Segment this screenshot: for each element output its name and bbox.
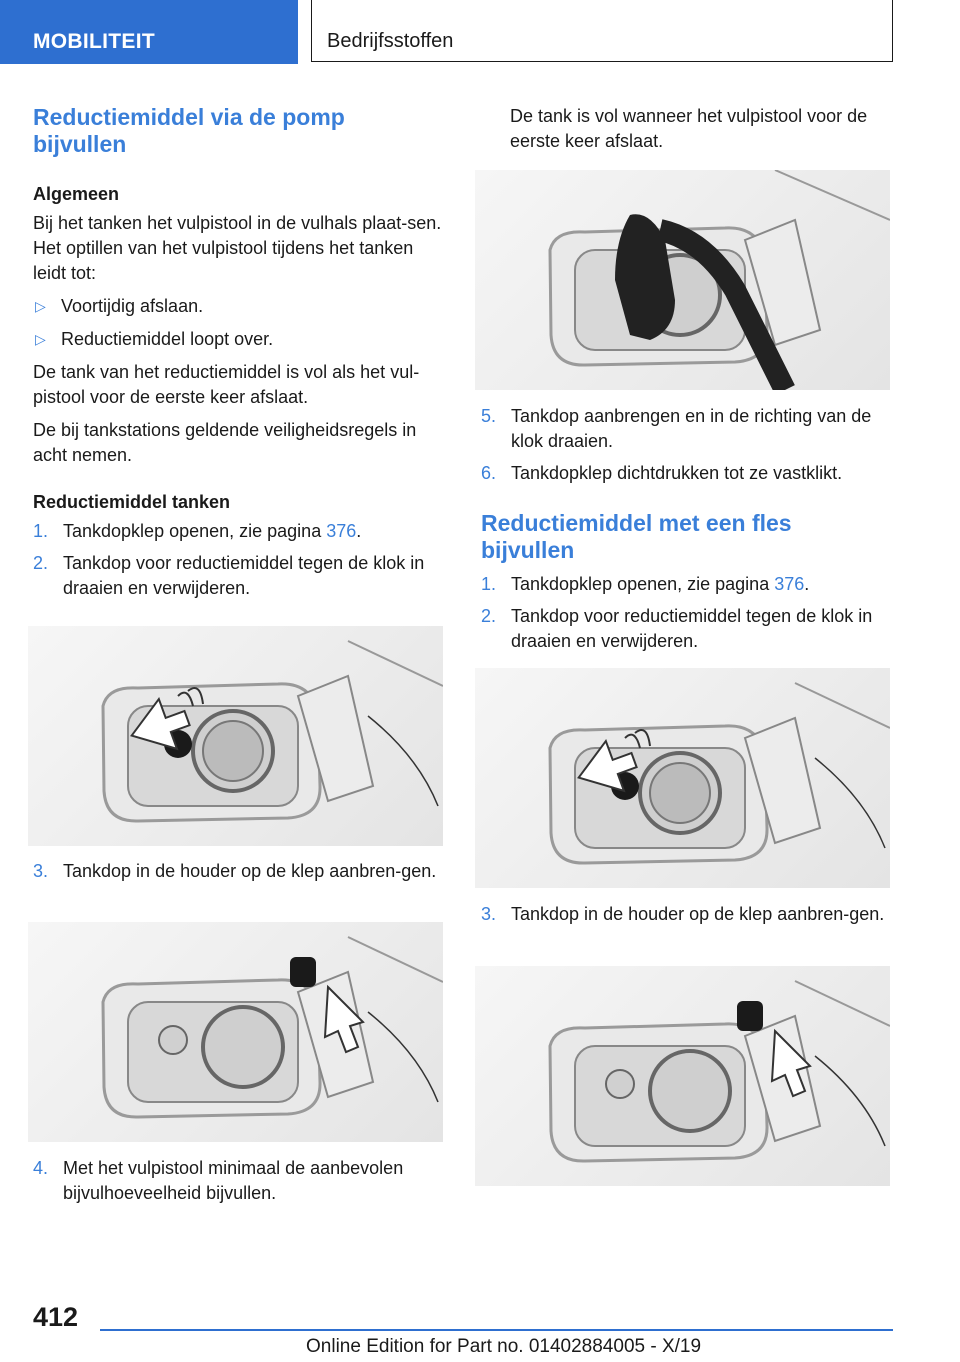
- step-text: Tankdopklep dichtdrukken tot ze vastklikt.: [511, 463, 843, 483]
- page-number: 412: [33, 1302, 79, 1332]
- bullet-text: Reductiemiddel loopt over.: [61, 329, 274, 349]
- step-number: 6.: [481, 463, 497, 483]
- step-number: 3.: [33, 861, 49, 881]
- step-number: 3.: [481, 904, 497, 924]
- figure-cap-holder: [28, 922, 443, 1142]
- step-number: 1.: [481, 574, 497, 594]
- step-number: 2.: [481, 606, 497, 626]
- section-tab[interactable]: [0, 0, 298, 64]
- left-column: [33, 104, 443, 601]
- bullet-triangle-icon: ▷: [35, 298, 46, 314]
- paragraph: De bij tankstations geldende veiligheidsregels in acht nemen.: [33, 420, 417, 465]
- step-text: Tankdop aanbrengen en in de richting van de klok draaien.: [511, 406, 872, 451]
- bullet-triangle-icon: ▷: [35, 331, 46, 347]
- bullet-item: [33, 327, 443, 352]
- step-text-end: .: [804, 574, 810, 594]
- step-text: Tankdop in de houder op de klep aanbren-gen.: [511, 904, 885, 924]
- subheading: Reductiemiddel tanken: [33, 492, 231, 512]
- step-item: [481, 604, 891, 654]
- general-text: Bij het tanken het vulpistool in de vulhals plaat-sen. Het optillen van het vulpistool tijdens het tanken leidt tot:: [33, 213, 442, 283]
- step-text: Met het vulpistool minimaal de aanbevolen bijvulhoeveelheid bijvullen.: [63, 1158, 404, 1203]
- step-text: Tankdopklep openen, zie pagina: [63, 521, 327, 541]
- section-title: Reductiemiddel via de pomp bijvullen: [33, 104, 345, 157]
- figure-nozzle: [475, 170, 890, 390]
- step-number: 5.: [481, 406, 497, 426]
- step-number: 2.: [33, 553, 49, 573]
- step-item: [33, 1156, 443, 1206]
- figure-cap-removal-2: [475, 668, 890, 888]
- step-item: [33, 551, 443, 601]
- step-number: 4.: [33, 1158, 49, 1178]
- bullet-item: [33, 294, 443, 319]
- step-item: [481, 902, 891, 927]
- step-number: 1.: [33, 521, 49, 541]
- chapter-tab: [311, 0, 893, 62]
- step-item: [481, 572, 891, 597]
- right-intro: [510, 104, 890, 154]
- section-title: Reductiemiddel met een fles bijvullen: [481, 510, 792, 563]
- general-heading: Algemeen: [33, 184, 120, 204]
- paragraph: De tank is vol wanneer het vulpistool voor de eerste keer afslaat.: [510, 106, 868, 151]
- footer-text: Online Edition for Part no. 01402884005 - X/19: [306, 1336, 702, 1357]
- page-link[interactable]: 376: [326, 521, 357, 541]
- paragraph: De tank van het reductiemiddel is vol als het vul-pistool voor de eerste keer afslaat.: [33, 362, 420, 407]
- step-text: Tankdop in de houder op de klep aanbren-gen.: [63, 861, 437, 881]
- left-column-step3: [33, 859, 443, 884]
- step-text: Tankdop voor reductiemiddel tegen de klok in draaien en verwijderen.: [511, 606, 873, 651]
- step-item: [33, 519, 443, 544]
- left-column-step4: [33, 1156, 443, 1206]
- step-item: [481, 461, 891, 486]
- step-text: Tankdop voor reductiemiddel tegen de klok in draaien en verwijderen.: [63, 553, 425, 598]
- step-text-end: .: [356, 521, 362, 541]
- chapter-label: Bedrijfsstoffen: [327, 30, 454, 52]
- section-label: MOBILITEIT: [33, 30, 155, 53]
- figure-cap-removal: [28, 626, 443, 846]
- bullet-text: Voortijdig afslaan.: [61, 296, 204, 316]
- step-item: [33, 859, 443, 884]
- figure-cap-holder-2: [475, 966, 890, 1186]
- right-steps: [481, 404, 891, 654]
- step-text: Tankdopklep openen, zie pagina: [511, 574, 775, 594]
- footer-divider: [100, 1329, 893, 1331]
- right-step3: [481, 902, 891, 927]
- page-link[interactable]: 376: [774, 574, 805, 594]
- step-item: [481, 404, 891, 454]
